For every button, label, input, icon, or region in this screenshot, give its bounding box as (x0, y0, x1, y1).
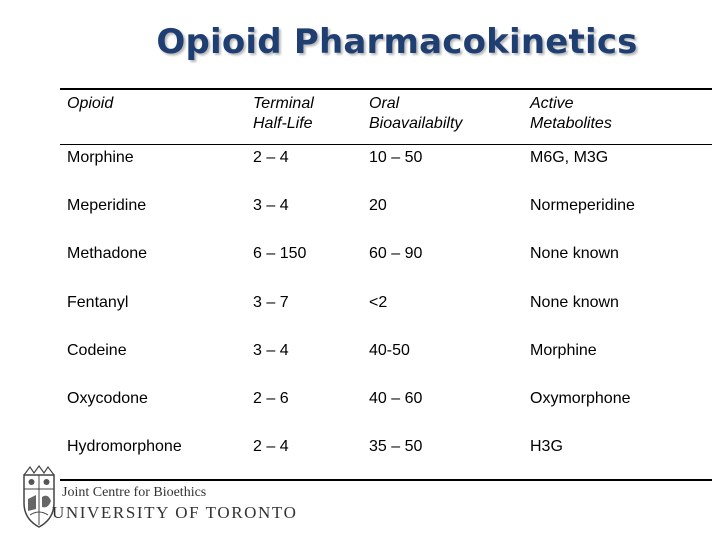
header-half-life-line1: Terminal (253, 95, 314, 112)
cell-opioid: Codeine (67, 342, 127, 359)
cell-metabolites: M6G, M3G (530, 149, 609, 166)
cell-opioid: Morphine (67, 149, 134, 166)
cell-half-life: 3 – 4 (253, 342, 289, 359)
cell-metabolites: Morphine (530, 342, 597, 359)
cell-bioavailability: 10 – 50 (369, 149, 423, 166)
header-bioavailability (369, 94, 462, 134)
slide-title: Opioid Pharmacokinetics (156, 22, 638, 62)
cell-bioavailability: 40 – 60 (369, 390, 423, 407)
header-metabolites-line1: Active (530, 95, 574, 112)
cell-opioid: Fentanyl (67, 294, 129, 311)
cell-opioid: Hydromorphone (67, 438, 182, 455)
cell-bioavailability: 40-50 (369, 342, 410, 359)
cell-half-life: 6 – 150 (253, 245, 307, 262)
cell-metabolites: H3G (530, 438, 563, 455)
header-opioid (67, 94, 113, 114)
university-logo (14, 463, 314, 533)
table-row (0, 341, 720, 365)
cell-metabolites: Oxymorphone (530, 390, 631, 407)
table-top-rule (60, 88, 712, 90)
header-opioid-label: Opioid (67, 95, 114, 112)
cell-bioavailability: 60 – 90 (369, 245, 423, 262)
cell-bioavailability: 20 (369, 197, 387, 214)
cell-bioavailability: 35 – 50 (369, 438, 423, 455)
table-row (0, 437, 720, 461)
cell-metabolites: Normeperidine (530, 197, 635, 214)
header-bioavailability-line1: Oral (369, 95, 400, 112)
cell-half-life: 2 – 4 (253, 438, 289, 455)
cell-opioid: Meperidine (67, 197, 147, 214)
cell-half-life: 2 – 4 (253, 149, 289, 166)
cell-bioavailability: <2 (369, 294, 388, 311)
cell-half-life: 3 – 7 (253, 294, 289, 311)
header-metabolites-line2: Metabolites (530, 115, 612, 132)
logo-university-name: UNIVERSITY OF TORONTO (52, 503, 298, 522)
table-row (0, 148, 720, 172)
cell-opioid: Oxycodone (67, 390, 148, 407)
table-header-rule (60, 144, 712, 145)
logo-centre-name: Joint Centre for Bioethics (62, 485, 207, 500)
table-row (0, 244, 720, 268)
table-row (0, 389, 720, 413)
header-bioavailability-line2: Bioavailabilty (369, 115, 463, 132)
cell-half-life: 3 – 4 (253, 197, 289, 214)
cell-half-life: 2 – 6 (253, 390, 289, 407)
header-half-life (253, 94, 314, 134)
header-metabolites (530, 94, 612, 134)
header-half-life-line2: Half-Life (253, 115, 313, 132)
cell-opioid: Methadone (67, 245, 148, 262)
cell-metabolites: None known (530, 245, 619, 262)
cell-metabolites: None known (530, 294, 619, 311)
table-row (0, 196, 720, 220)
table-row (0, 293, 720, 317)
